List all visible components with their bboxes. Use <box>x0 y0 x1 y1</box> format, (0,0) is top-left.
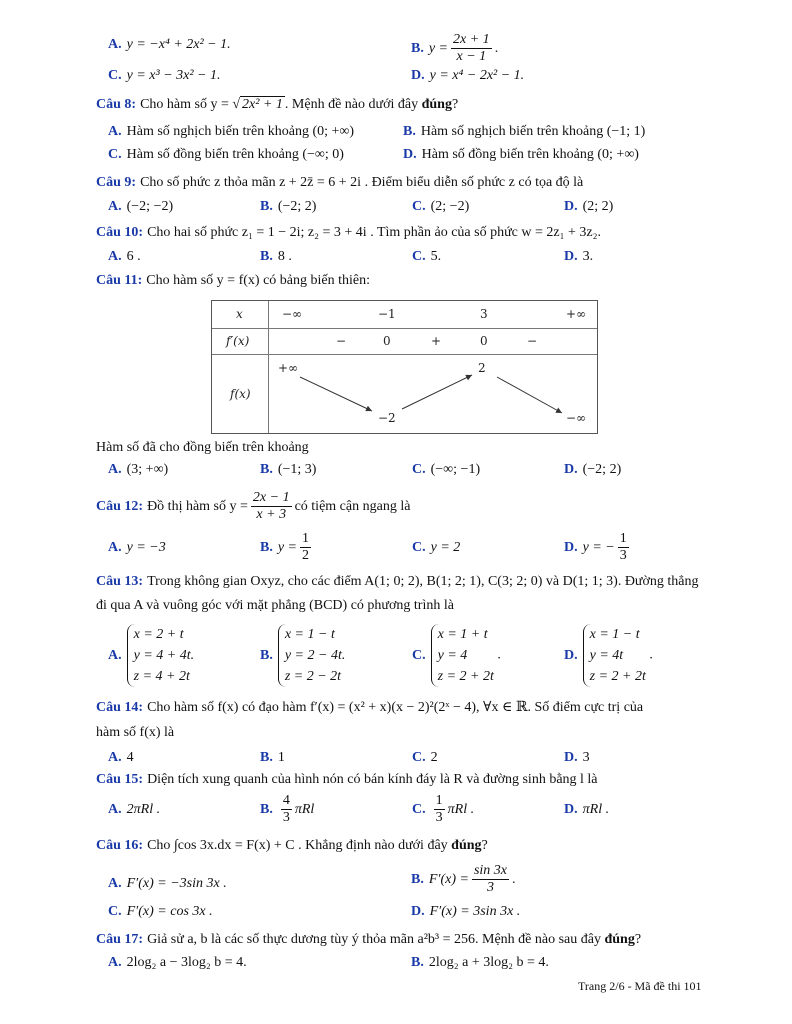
q13-option-c: C. x = 1 + t y = 4 z = 2 + 2t . <box>412 624 501 687</box>
q16-option-b: B. F′(x) = $\frac{\sin 3x}{3}$ . <box>411 863 516 896</box>
q16-option-d: D. F′(x) = 3sin 3x . <box>411 904 521 919</box>
q9-option-c: C. (2; −2) <box>412 199 470 214</box>
vt-arrows <box>212 301 597 433</box>
q7-option-c: C. y = x³ − 3x² − 1. <box>108 68 221 83</box>
variation-table <box>211 300 598 434</box>
q14-option-a: A. 4 <box>108 750 134 765</box>
q12-option-d: D. y = − $\frac{1}{3}$ <box>564 531 627 564</box>
q11-option-a: A. (3; +∞) <box>108 462 169 477</box>
vt-fprime-label: f′(x) <box>226 334 250 348</box>
q11-option-b: B. (−1; 3) <box>260 462 317 477</box>
q17-option-b: B. 2log₂ a + 3log₂ b = 4. <box>411 955 549 970</box>
q15-option-d: D. πRl . <box>564 802 610 817</box>
q11-option-d: D. (−2; 2) <box>564 462 622 477</box>
vt-sign: 0 <box>480 334 488 348</box>
q8-option-d: D. Hàm số đồng biến trên khoảng (0; +∞) <box>403 147 639 162</box>
vt-f-value: +∞ <box>278 361 299 375</box>
page-footer: Trang 2/6 - Mã đề thi 101 <box>578 979 702 993</box>
vt-x-value: 3 <box>480 307 488 321</box>
q14-stem-line1: Câu 14: Cho hàm số f(x) có đạo hàm f′(x) = (x² + x)(x − 2)²(2ˣ − 4), ∀x ∈ ℝ. Số điểm cực trị của <box>96 700 644 715</box>
q7-option-a: A. y = −x⁴ + 2x² − 1. <box>108 37 231 52</box>
vt-f-value: 2 <box>478 361 486 375</box>
q15-option-b: B. $\frac{4}{3}$ πRl <box>260 793 315 826</box>
vt-arrow-up <box>402 375 472 409</box>
q16-option-a: A. F′(x) = −3sin 3x . <box>108 876 227 891</box>
vt-f-label: f(x) <box>230 387 251 401</box>
q11-stem: Câu 11: Cho hàm số y = f(x) có bảng biến thiên: <box>96 273 370 288</box>
q10-option-a: A. 6 . <box>108 249 141 264</box>
q10-stem: Câu 10: Cho hai số phức z₁ = 1 − 2i; z₂ = 3 + 4i . Tìm phần ảo của số phức w = 2z₁ + 3z₂. <box>96 225 601 240</box>
vt-arrow-down <box>497 377 562 413</box>
q12-stem: Câu 12: Đồ thị hàm số y = $\frac{2x - 1}{x + 3}$ có tiệm cận ngang là <box>96 490 411 523</box>
q7-option-d: D. y = x⁴ − 2x² − 1. <box>411 68 525 83</box>
q8-stem: Câu 8: Cho hàm số y = √ 2x² + 1 . Mệnh đề nào dưới đây đúng? <box>96 97 459 112</box>
q17-option-a: A. 2log₂ a − 3log₂ b = 4. <box>108 955 247 970</box>
vt-sign: − <box>336 334 347 348</box>
q13-option-d: D. x = 1 − t y = 4t z = 2 + 2t . <box>564 624 653 687</box>
vt-arrow-down <box>300 377 372 411</box>
q12-option-b: B. y = $\frac{1}{2}$ <box>260 531 310 564</box>
q8-option-a: A. Hàm số nghịch biến trên khoảng (0; +∞) <box>108 124 355 139</box>
q9-option-a: A. (−2; −2) <box>108 199 174 214</box>
vt-x-value: −∞ <box>282 307 303 321</box>
q11-after-table: Hàm số đã cho đồng biến trên khoảng <box>96 440 309 455</box>
q12-option-a: A. y = −3 <box>108 540 166 555</box>
vt-f-value: −∞ <box>566 411 587 425</box>
vt-x-value: +∞ <box>566 307 587 321</box>
q10-option-b: B. 8 . <box>260 249 292 264</box>
q15-option-a: A. 2πRl . <box>108 802 161 817</box>
q9-stem: Câu 9: Cho số phức z thỏa mãn z + 2z̄ = 6 + 2i . Điểm biểu diễn số phức z có tọa độ là <box>96 175 584 190</box>
q14-option-b: B. 1 <box>260 750 285 765</box>
vt-x-label: x <box>236 307 243 321</box>
q15-option-c: C. $\frac{1}{3}$ πRl . <box>412 793 475 826</box>
q11-option-c: C. (−∞; −1) <box>412 462 481 477</box>
vt-f-value: −2 <box>378 411 396 425</box>
vt-sign: 0 <box>383 334 391 348</box>
q14-option-d: D. 3 <box>564 750 590 765</box>
q16-stem: Câu 16: Cho ∫cos 3x.dx = F(x) + C . Khẳng định nào dưới đây đúng? <box>96 838 488 853</box>
q16-option-c: C. F′(x) = cos 3x . <box>108 904 213 919</box>
q8-option-c: C. Hàm số đồng biến trên khoảng (−∞; 0) <box>108 147 344 162</box>
q15-stem: Câu 15: Diện tích xung quanh của hình nón có bán kính đáy là R và đường sinh bằng l là <box>96 772 598 787</box>
q13-option-b: B. x = 1 − t y = 2 − 4t. z = 2 − 2t <box>260 624 345 687</box>
q9-option-b: B. (−2; 2) <box>260 199 317 214</box>
vt-sign: + <box>431 334 442 348</box>
q13-option-a: A. x = 2 + t y = 4 + 4t. z = 4 + 2t <box>108 624 194 687</box>
q8-option-b: B. Hàm số nghịch biến trên khoảng (−1; 1) <box>403 124 646 139</box>
q13-stem-line1: Câu 13: Trong không gian Oxyz, cho các điểm A(1; 0; 2), B(1; 2; 1), C(3; 2; 0) và D(1; 1; 3). Đường thẳng <box>96 574 699 589</box>
q10-option-d: D. 3. <box>564 249 594 264</box>
q14-option-c: C. 2 <box>412 750 438 765</box>
vt-x-value: −1 <box>378 307 396 321</box>
vt-sign: − <box>527 334 538 348</box>
q9-option-d: D. (2; 2) <box>564 199 614 214</box>
q17-stem: Câu 17: Giả sử a, b là các số thực dương tùy ý thỏa mãn a²b³ = 256. Mệnh đề nào sau đây đúng? <box>96 932 642 947</box>
q12-option-c: C. y = 2 <box>412 540 461 555</box>
q13-stem-line2: đi qua A và vuông góc với mặt phẳng (BCD) có phương trình là <box>96 598 454 613</box>
q7-option-b: B. y = $\frac{2x + 1}{x - 1}$ . <box>411 32 499 65</box>
q14-stem-line2: hàm số f(x) là <box>96 725 175 740</box>
q10-option-c: C. 5. <box>412 249 442 264</box>
